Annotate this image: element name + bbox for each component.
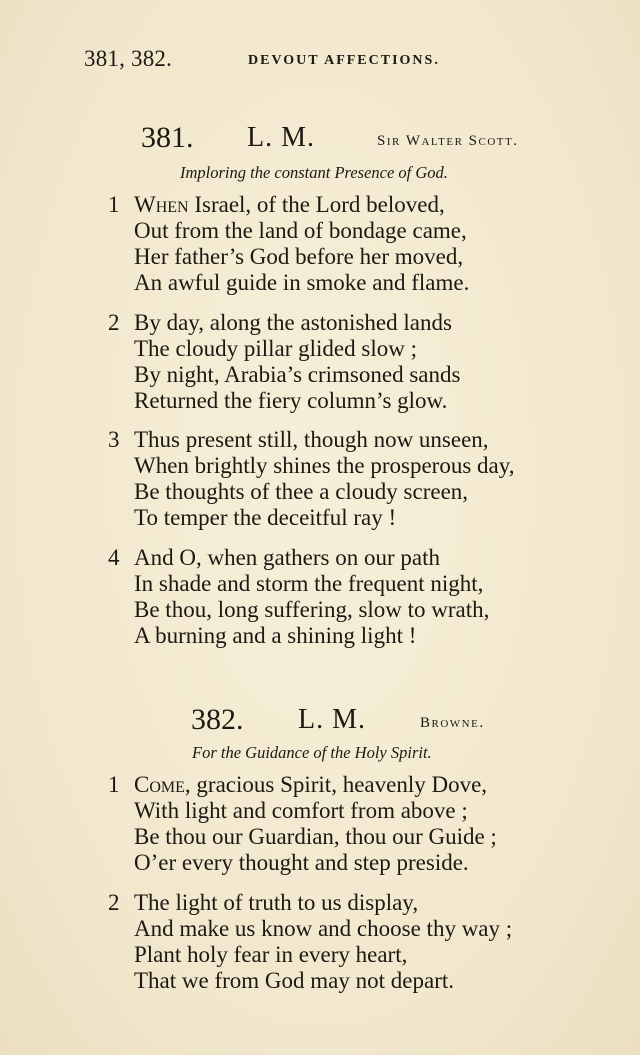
stanza-line — [134, 310, 460, 336]
stanza-number: 2 — [108, 310, 120, 335]
first-line-rest: , gracious Spirit, heavenly Dove, — [184, 772, 488, 797]
stanza-line: Plant holy fear in every heart, — [134, 942, 408, 967]
stanza-number: 4 — [108, 545, 120, 570]
first-word: When — [134, 192, 189, 217]
stanza-line: An awful guide in smoke and flame. — [134, 270, 470, 295]
page-numbers: 381, 382. — [84, 46, 173, 71]
stanza-number: 3 — [108, 427, 120, 452]
hymn-meter: L. M. — [247, 122, 315, 153]
stanza-line: A burning and a shining light ! — [134, 623, 417, 648]
first-word: Come — [134, 772, 185, 797]
stanza-line: Be thoughts of thee a cloudy screen, — [134, 479, 469, 504]
hymn-382-heading — [191, 703, 551, 739]
stanza-line: Be thou our Guardian, thou our Guide ; — [134, 824, 497, 849]
stanza-line — [134, 772, 497, 798]
running-head — [84, 46, 564, 76]
stanza-number: 1 — [108, 192, 120, 217]
section-title: DEVOUT AFFECTIONS. — [248, 53, 440, 68]
stanza-number: 1 — [108, 772, 120, 797]
first-line-rest: And O, when gathers on our path — [134, 545, 440, 570]
hymn-381-heading — [141, 121, 571, 157]
stanza-line: And make us know and choose thy way ; — [134, 916, 513, 941]
first-line-rest: Thus present still, though now unseen, — [134, 427, 489, 452]
stanza-line: Out from the land of bondage came, — [134, 218, 467, 243]
stanza-line — [134, 890, 512, 916]
hymn-number: 381. — [141, 121, 194, 154]
hymn-meter: L. M. — [298, 704, 366, 735]
stanza-line: To temper the deceitful ray ! — [134, 505, 397, 530]
stanza-line: The cloudy pillar glided slow ; — [134, 336, 417, 361]
stanza-line: With light and comfort from above ; — [134, 798, 468, 823]
hymn-382-subtitle: For the Guidance of the Holy Spirit. — [192, 743, 432, 762]
stanza-line: By night, Arabia’s crimsoned sands — [134, 362, 461, 387]
first-line-rest: The light of truth to us display, — [134, 890, 419, 915]
stanza-line: In shade and storm the frequent night, — [134, 571, 484, 596]
stanza-line: Her father’s God before her moved, — [134, 244, 464, 269]
stanza-line: When brightly shines the prosperous day, — [134, 453, 515, 478]
first-line-rest: Israel, of the Lord beloved, — [188, 192, 445, 217]
stanza-line — [134, 545, 489, 571]
stanza-line: Returned the fiery column’s glow. — [134, 388, 448, 413]
stanza-line: Be thou, long suffering, slow to wrath, — [134, 597, 490, 622]
first-line-rest: By day, along the astonished lands — [134, 310, 452, 335]
stanza-line: O’er every thought and step preside. — [134, 850, 469, 875]
stanza-line — [134, 427, 515, 453]
stanza-number: 2 — [108, 890, 120, 915]
hymn-author: Browne. — [420, 715, 485, 731]
hymn-381-subtitle: Imploring the constant Presence of God. — [180, 163, 448, 182]
stanza-line: That we from God may not depart. — [134, 968, 454, 993]
stanza-line — [134, 192, 469, 218]
hymn-number: 382. — [191, 703, 244, 736]
hymn-author: Sir Walter Scott. — [377, 133, 519, 149]
